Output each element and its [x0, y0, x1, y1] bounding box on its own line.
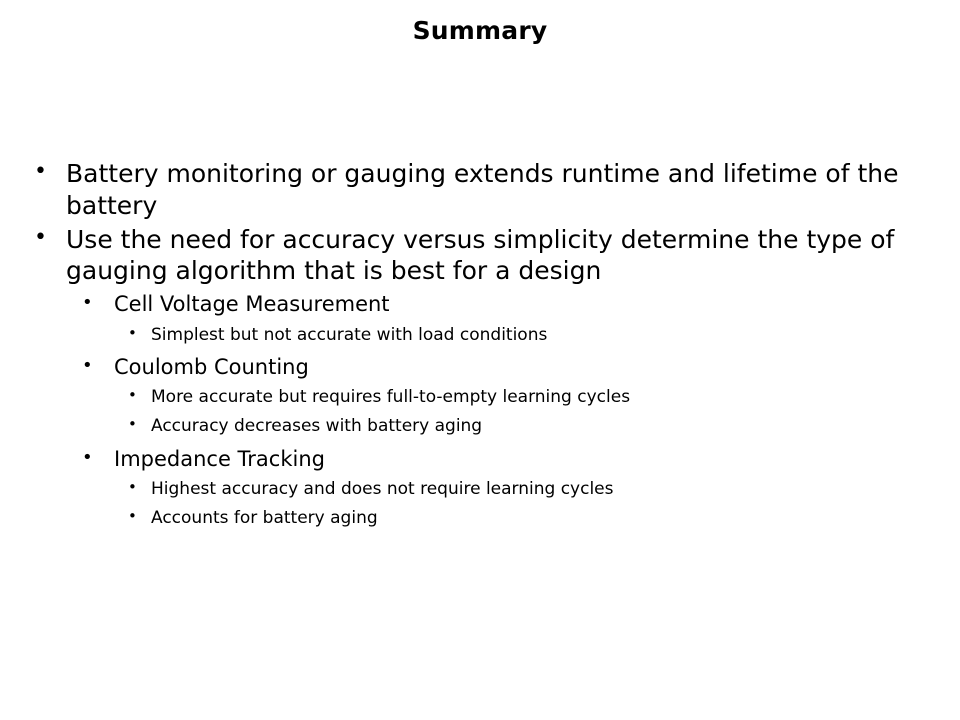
list-item-text: Impedance Tracking [114, 446, 325, 471]
list-item [24, 352, 936, 384]
bullet-icon: • [128, 386, 137, 405]
bullet-icon: • [128, 507, 137, 526]
list-item-text: Accounts for battery aging [151, 508, 378, 529]
list-item-text: Coulomb Counting [114, 354, 309, 379]
bullet-icon: • [128, 415, 137, 434]
bullet-icon: • [34, 224, 47, 250]
list-item [24, 289, 936, 321]
bullet-icon: • [82, 292, 93, 313]
bullet-icon: • [128, 478, 137, 497]
list-item [24, 475, 936, 504]
slide-body [24, 158, 936, 534]
list-item [24, 224, 936, 288]
list-item [24, 321, 936, 350]
list-item [24, 383, 936, 412]
list-item-text: Use the need for accuracy versus simplicity determine the type of gauging algorithm that is best for a design [66, 224, 895, 286]
bullet-icon: • [128, 323, 137, 342]
page-title: Summary [412, 16, 548, 45]
list-item-text: More accurate but requires full-to-empty learning cycles [151, 387, 631, 408]
list-item-text: Simplest but not accurate with load conditions [151, 324, 548, 345]
bullet-list [24, 158, 936, 534]
list-item-text: Accuracy decreases with battery aging [151, 416, 483, 437]
bullet-icon: • [34, 159, 47, 184]
list-item [24, 158, 936, 222]
bullet-icon: • [82, 354, 93, 376]
list-item-text: Highest accuracy and does not require learning cycles [151, 479, 614, 500]
list-item [24, 412, 936, 441]
list-item-text: Cell Voltage Measurement [114, 292, 390, 316]
list-item [24, 444, 936, 476]
list-item-text: Battery monitoring or gauging extends runtime and lifetime of the battery [66, 159, 899, 220]
list-item [24, 504, 936, 533]
bullet-icon: • [82, 446, 93, 468]
